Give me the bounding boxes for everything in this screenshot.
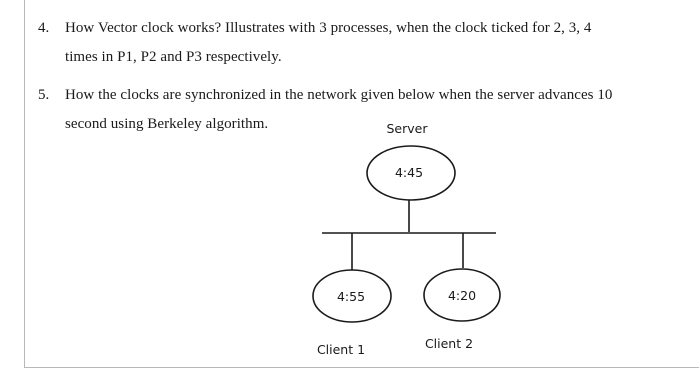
question-4-line-1: How Vector clock works? Illustrates with 3 processes, when the clock ticked for 2, 3, 4 <box>65 20 592 36</box>
question-4-line-2: times in P1, P2 and P3 respectively. <box>65 49 282 65</box>
question-5-number: 5. <box>38 87 50 103</box>
network-connector <box>322 200 496 270</box>
question-5-line-1: How the clocks are synchronized in the network given below when the server advances 10 <box>65 87 613 103</box>
client-2-label: Client 2 <box>424 336 474 351</box>
server-label: Server <box>386 121 428 136</box>
server-time: 4:45 <box>394 165 424 180</box>
client-1-label: Client 1 <box>316 342 366 357</box>
client-2-time: 4:20 <box>447 288 477 303</box>
question-4-number: 4. <box>38 20 50 36</box>
question-5-line-2: second using Berkeley algorithm. <box>65 116 269 132</box>
client-1-time: 4:55 <box>336 289 366 304</box>
